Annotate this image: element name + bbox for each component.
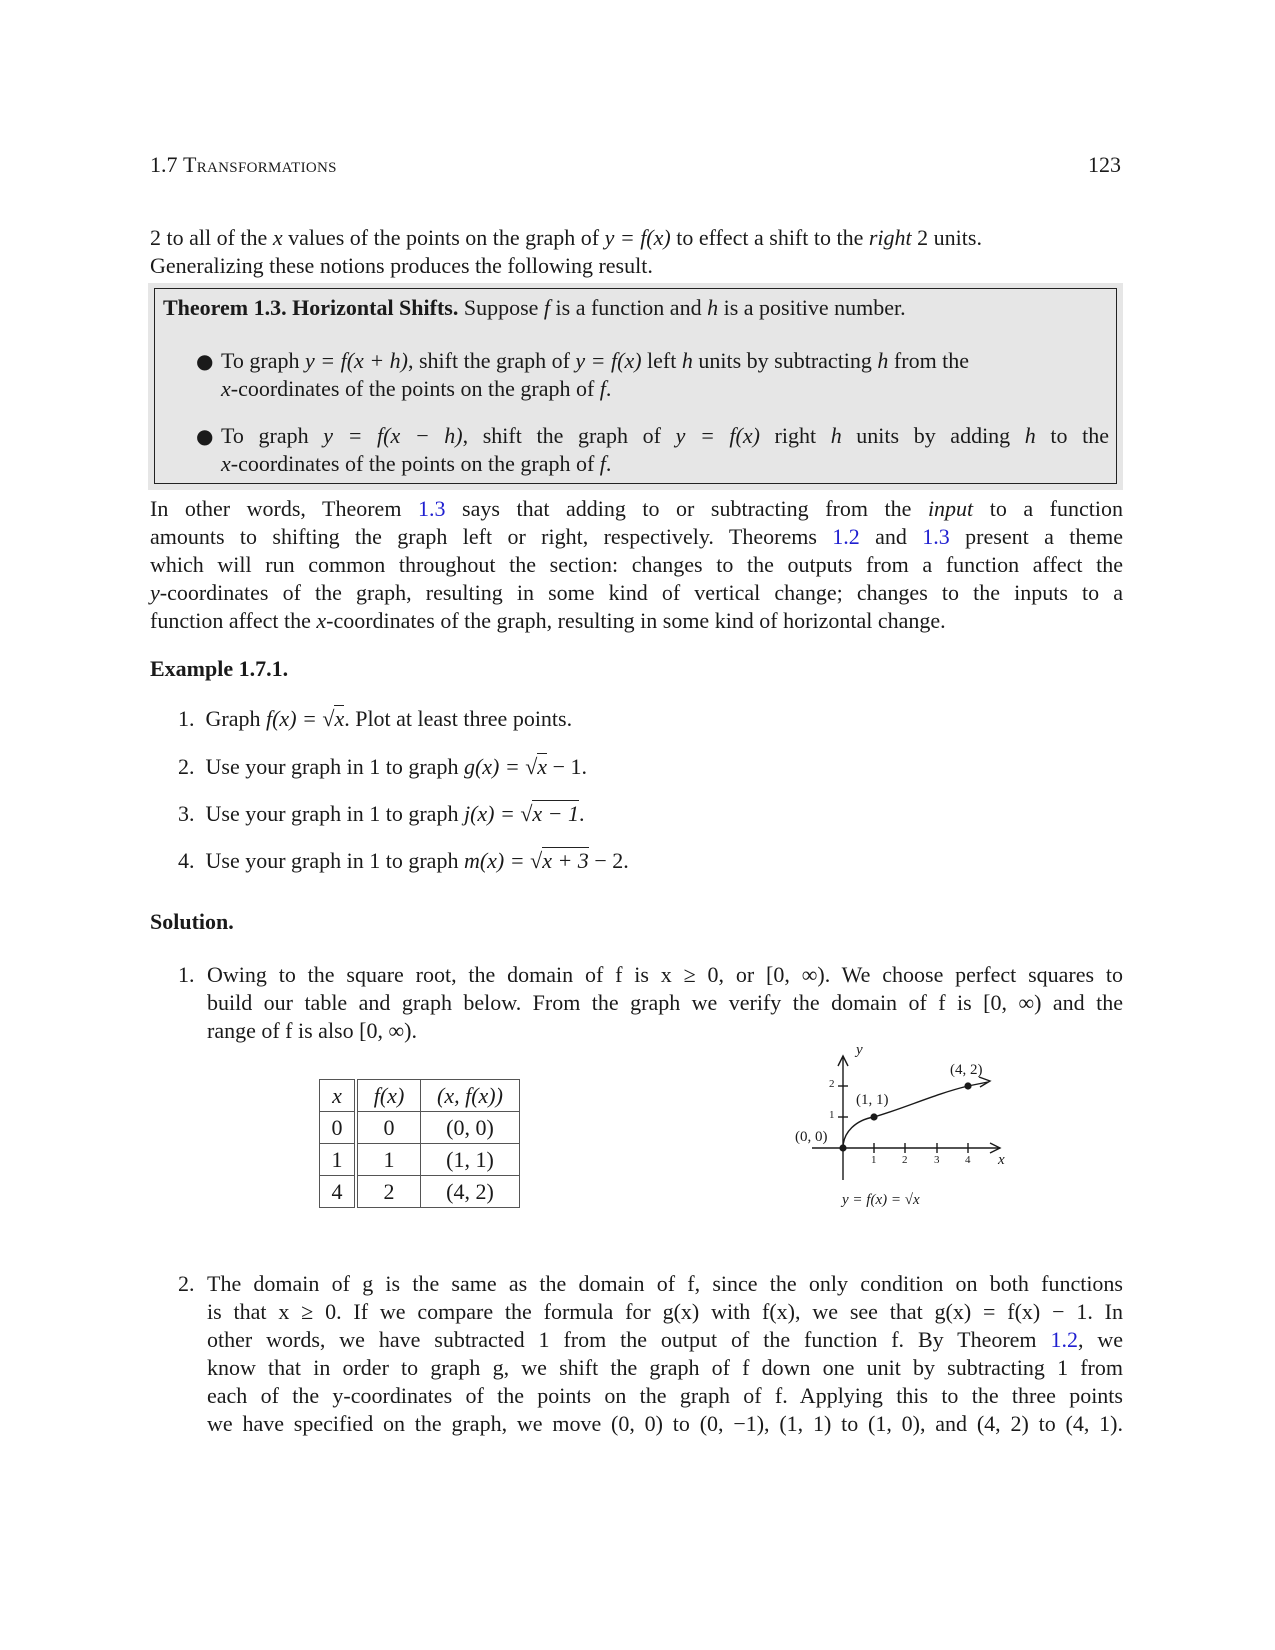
theorem-1-2-link[interactable]: 1.2 <box>1050 1327 1078 1352</box>
table-header: x <box>320 1080 357 1112</box>
solution-item-2-line-2: is that x ≥ 0. If we compare the formula for g(x) with f(x), we see that g(x) = f(x) − 1. In <box>207 1299 1123 1324</box>
solution-item-1-line-2: build our table and graph below. From the graph we verify the domain of f is [0, ∞) and the <box>207 990 1123 1015</box>
table-row <box>320 1144 520 1176</box>
table-cell: 0 <box>320 1112 357 1144</box>
running-header <box>150 152 337 178</box>
solution-item-2-line-5: each of the y-coordinates of the points on the graph of f. Applying this to the three points <box>207 1383 1123 1408</box>
theorem-1-3-link[interactable]: 1.3 <box>417 496 446 521</box>
values-table <box>319 1079 520 1208</box>
y-tick-label: 2 <box>829 1078 835 1090</box>
discussion-line-1: In other words, Theorem 1.3 says that adding to or subtracting from the input to a function <box>150 496 1123 521</box>
theorem-bullet-2-line-1: To graph y = f(x − h), shift the graph of y = f(x) right h units by adding h to the <box>221 423 1109 448</box>
x-tick-label: 1 <box>871 1154 877 1166</box>
discussion-line-4: y-coordinates of the graph, resulting in some kind of vertical change; changes to the inputs to a <box>150 580 1123 605</box>
example-item-4: 4. Use your graph in 1 to graph m(x) = √x + 3 − 2. <box>178 848 629 873</box>
x-tick-label: 2 <box>902 1154 908 1166</box>
solution-item-2-line-1: The domain of g is the same as the domain of f, since the only condition on both functions <box>207 1271 1123 1296</box>
solution-item-2-line-6: we have specified on the graph, we move (0, 0) to (0, −1), (1, 1) to (1, 0), and (4, 2) to (4, 1). <box>207 1411 1123 1436</box>
theorem-statement: Theorem 1.3. Horizontal Shifts. Suppose f is a function and h is a positive number. <box>163 295 906 320</box>
intro-line-1: 2 to all of the x values of the points on the graph of y = f(x) to effect a shift to the right 2 units. <box>150 225 982 250</box>
point-4-2 <box>964 1082 971 1089</box>
table-cell: (4, 2) <box>421 1176 520 1208</box>
example-item-3: 3. Use your graph in 1 to graph j(x) = √x − 1. <box>178 801 585 826</box>
table-header: (x, f(x)) <box>421 1080 520 1112</box>
solution-item-2-number: 2. <box>178 1271 195 1296</box>
sqrt-graph <box>780 1040 1040 1200</box>
graph-caption: y = f(x) = √x <box>842 1192 920 1208</box>
solution-heading: Solution. <box>150 909 234 934</box>
solution-item-2-line-4: know that in order to graph g, we shift the graph of f down one unit by subtracting 1 from <box>207 1355 1123 1380</box>
solution-item-1-number: 1. <box>178 962 195 987</box>
page-number: 123 <box>1088 152 1121 177</box>
point-label: (1, 1) <box>856 1092 889 1108</box>
x-tick-label: 4 <box>965 1154 971 1166</box>
x-tick-label: 3 <box>934 1154 940 1166</box>
section-number: 1.7 <box>150 152 178 177</box>
table-cell: 4 <box>320 1176 357 1208</box>
table-cell: 2 <box>356 1176 421 1208</box>
point-1-1 <box>870 1113 877 1120</box>
table-cell: (0, 0) <box>421 1112 520 1144</box>
table-cell: (1, 1) <box>421 1144 520 1176</box>
theorem-bullet-1-line-2: x-coordinates of the points on the graph of f. <box>221 376 612 401</box>
solution-item-1-line-1: Owing to the square root, the domain of f is x ≥ 0, or [0, ∞). We choose perfect squares to <box>207 962 1123 987</box>
theorem-bullet-2-line-2: x-coordinates of the points on the graph of f. <box>221 451 612 476</box>
x-axis-label: x <box>998 1152 1005 1168</box>
example-item-2: 2. Use your graph in 1 to graph g(x) = √x − 1. <box>178 754 587 779</box>
point-label: (0, 0) <box>795 1129 828 1145</box>
solution-item-2-line-3: other words, we have subtracted 1 from the output of the function f. By Theorem 1.2, we <box>207 1327 1123 1352</box>
discussion-line-3: which will run common throughout the section: changes to the outputs from a function affect the <box>150 552 1123 577</box>
solution-item-1-line-3: range of f is also [0, ∞). <box>207 1018 417 1043</box>
y-tick-label: 1 <box>829 1109 835 1121</box>
bullet-icon: ● <box>196 424 214 448</box>
point-label: (4, 2) <box>950 1062 983 1078</box>
table-cell: 1 <box>356 1144 421 1176</box>
theorem-bullet-1-line-1: To graph y = f(x + h), shift the graph of y = f(x) left h units by subtracting h from the <box>221 348 970 373</box>
table-cell: 1 <box>320 1144 357 1176</box>
theorem-1-2-link[interactable]: 1.2 <box>832 524 860 549</box>
table-row <box>320 1112 520 1144</box>
y-axis-label: y <box>856 1042 863 1058</box>
table-row <box>320 1176 520 1208</box>
example-heading: Example 1.7.1. <box>150 656 289 681</box>
section-title: Transformations <box>183 152 337 177</box>
table-cell: 0 <box>356 1112 421 1144</box>
intro-line-2: Generalizing these notions produces the following result. <box>150 253 653 278</box>
discussion-line-2: amounts to shifting the graph left or right, respectively. Theorems 1.2 and 1.3 present a theme <box>150 524 1123 549</box>
theorem-1-3-link[interactable]: 1.3 <box>922 524 950 549</box>
point-0-0 <box>839 1144 846 1151</box>
table-header-row <box>320 1080 520 1112</box>
table-header: f(x) <box>356 1080 421 1112</box>
discussion-line-5: function affect the x-coordinates of the graph, resulting in some kind of horizontal change. <box>150 608 946 633</box>
example-item-1: 1. Graph f(x) = √x. Plot at least three points. <box>178 706 573 731</box>
bullet-icon: ● <box>196 349 214 373</box>
theorem-label: Theorem 1.3. Horizontal Shifts. <box>163 295 459 320</box>
